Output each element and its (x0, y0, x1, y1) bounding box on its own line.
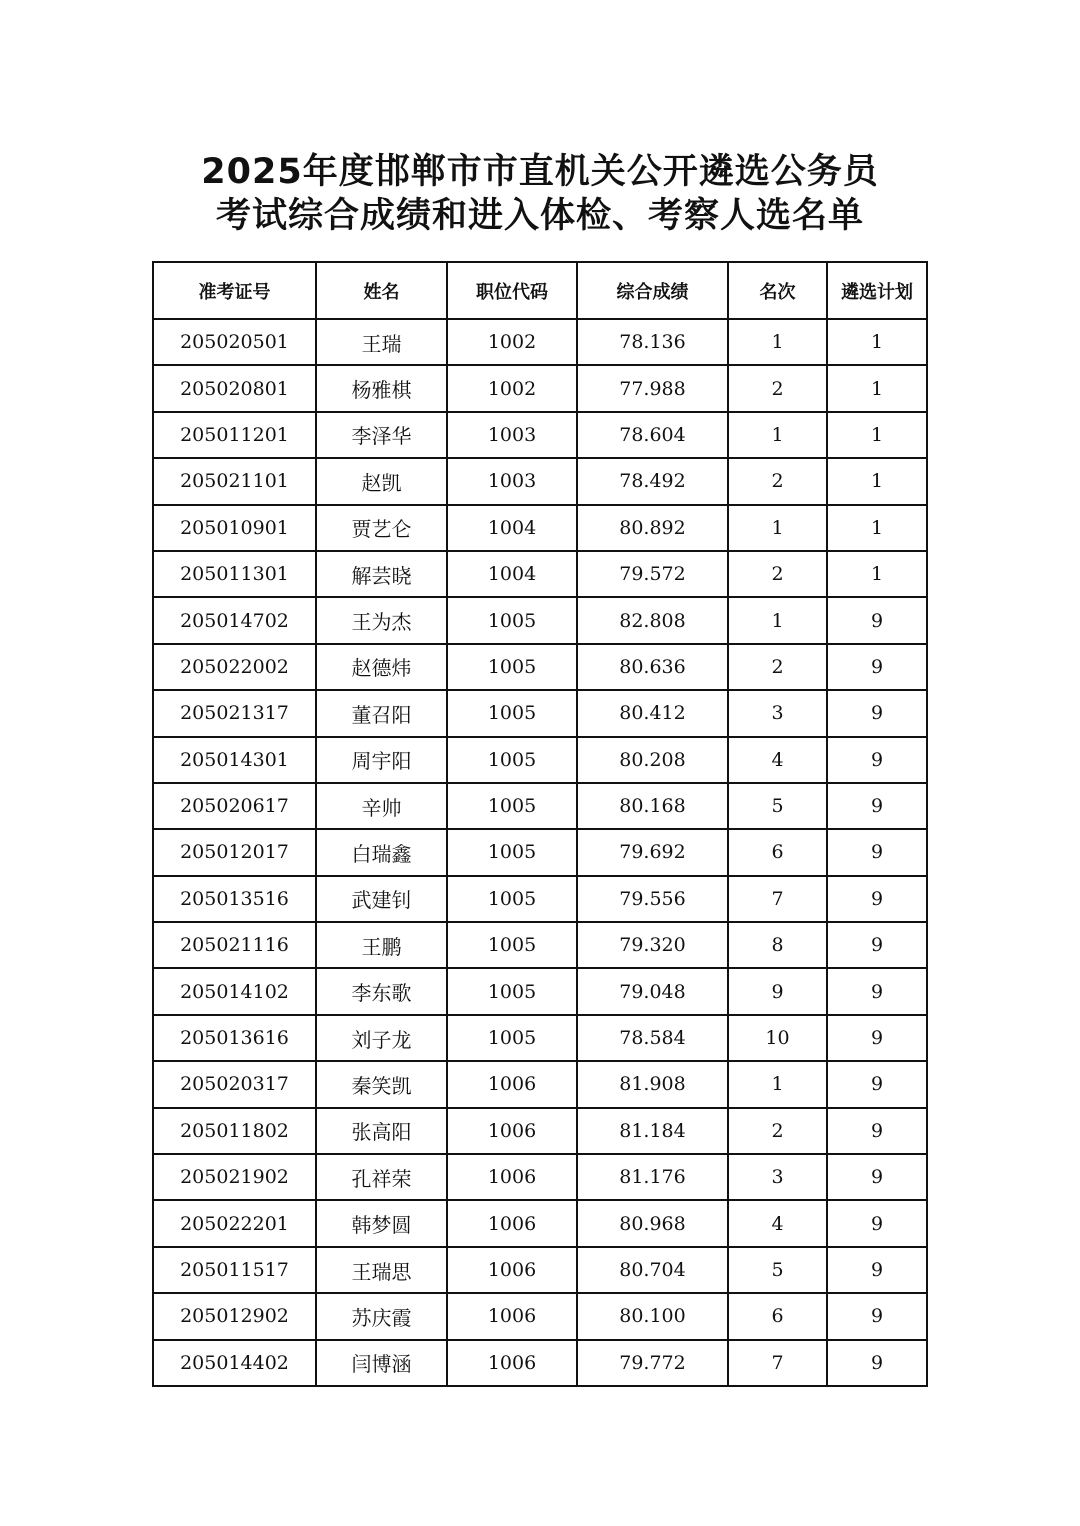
cell-exam-id: 205011802 (153, 1108, 316, 1154)
cell-quota: 1 (827, 412, 927, 458)
table-row (153, 968, 927, 1014)
cell-quota: 9 (827, 1061, 927, 1107)
cell-exam-id: 205014702 (153, 597, 316, 643)
title-line-1: 2025年度邯郸市市直机关公开遴选公务员 (201, 152, 879, 192)
cell-quota: 9 (827, 829, 927, 875)
table-body (153, 319, 927, 1386)
cell-rank: 1 (728, 319, 827, 365)
cell-total-score: 79.772 (577, 1340, 728, 1386)
results-table (152, 261, 928, 1387)
header-name: 姓名 (316, 262, 447, 319)
table-row (153, 505, 927, 551)
cell-position-code: 1002 (447, 319, 577, 365)
cell-position-code: 1005 (447, 737, 577, 783)
cell-position-code: 1005 (447, 922, 577, 968)
cell-total-score: 77.988 (577, 365, 728, 411)
cell-exam-id: 205020801 (153, 365, 316, 411)
cell-exam-id: 205020501 (153, 319, 316, 365)
cell-position-code: 1004 (447, 505, 577, 551)
cell-name: 赵德炜 (316, 644, 447, 690)
cell-quota: 9 (827, 1293, 927, 1339)
cell-quota: 9 (827, 1154, 927, 1200)
cell-exam-id: 205013516 (153, 876, 316, 922)
cell-total-score: 81.176 (577, 1154, 728, 1200)
cell-rank: 3 (728, 690, 827, 736)
cell-rank: 1 (728, 1061, 827, 1107)
header-total-score: 综合成绩 (577, 262, 728, 319)
header-rank: 名次 (728, 262, 827, 319)
cell-exam-id: 205021101 (153, 458, 316, 504)
cell-name: 刘子龙 (316, 1015, 447, 1061)
cell-rank: 3 (728, 1154, 827, 1200)
cell-rank: 5 (728, 1247, 827, 1293)
cell-total-score: 81.184 (577, 1108, 728, 1154)
cell-rank: 8 (728, 922, 827, 968)
cell-total-score: 80.100 (577, 1293, 728, 1339)
table-row (153, 1154, 927, 1200)
cell-total-score: 80.704 (577, 1247, 728, 1293)
table-row (153, 1340, 927, 1386)
table-row (153, 458, 927, 504)
cell-name: 白瑞鑫 (316, 829, 447, 875)
cell-name: 韩梦圆 (316, 1200, 447, 1246)
cell-rank: 1 (728, 505, 827, 551)
cell-rank: 9 (728, 968, 827, 1014)
table-row (153, 1247, 927, 1293)
cell-name: 赵凯 (316, 458, 447, 504)
cell-total-score: 78.584 (577, 1015, 728, 1061)
table-row (153, 319, 927, 365)
cell-exam-id: 205022002 (153, 644, 316, 690)
table-row (153, 365, 927, 411)
cell-name: 王鹏 (316, 922, 447, 968)
cell-exam-id: 205020317 (153, 1061, 316, 1107)
cell-exam-id: 205022201 (153, 1200, 316, 1246)
table-row (153, 1293, 927, 1339)
cell-name: 王瑞思 (316, 1247, 447, 1293)
cell-position-code: 1005 (447, 690, 577, 736)
cell-quota: 9 (827, 1340, 927, 1386)
cell-quota: 9 (827, 597, 927, 643)
cell-position-code: 1006 (447, 1200, 577, 1246)
cell-quota: 9 (827, 1015, 927, 1061)
table-row (153, 829, 927, 875)
cell-total-score: 81.908 (577, 1061, 728, 1107)
cell-total-score: 80.412 (577, 690, 728, 736)
cell-name: 王为杰 (316, 597, 447, 643)
table-header-row (153, 262, 927, 319)
cell-position-code: 1006 (447, 1247, 577, 1293)
cell-total-score: 78.604 (577, 412, 728, 458)
cell-name: 秦笑凯 (316, 1061, 447, 1107)
cell-quota: 1 (827, 319, 927, 365)
cell-exam-id: 205013616 (153, 1015, 316, 1061)
cell-rank: 7 (728, 876, 827, 922)
cell-name: 张高阳 (316, 1108, 447, 1154)
table-row (153, 1200, 927, 1246)
cell-rank: 2 (728, 1108, 827, 1154)
cell-total-score: 79.556 (577, 876, 728, 922)
table-row (153, 1015, 927, 1061)
cell-exam-id: 205011201 (153, 412, 316, 458)
table-row (153, 597, 927, 643)
table-row (153, 876, 927, 922)
cell-position-code: 1006 (447, 1154, 577, 1200)
table-row (153, 922, 927, 968)
table-row (153, 551, 927, 597)
header-quota: 遴选计划 (827, 262, 927, 319)
cell-total-score: 82.808 (577, 597, 728, 643)
cell-position-code: 1006 (447, 1293, 577, 1339)
cell-quota: 1 (827, 505, 927, 551)
cell-quota: 9 (827, 1247, 927, 1293)
cell-quota: 9 (827, 737, 927, 783)
cell-name: 贾艺仑 (316, 505, 447, 551)
cell-rank: 4 (728, 1200, 827, 1246)
cell-quota: 1 (827, 365, 927, 411)
cell-position-code: 1006 (447, 1061, 577, 1107)
cell-name: 王瑞 (316, 319, 447, 365)
cell-position-code: 1005 (447, 829, 577, 875)
cell-rank: 5 (728, 783, 827, 829)
cell-rank: 7 (728, 1340, 827, 1386)
cell-total-score: 79.692 (577, 829, 728, 875)
header-exam-id: 准考证号 (153, 262, 316, 319)
cell-exam-id: 205011301 (153, 551, 316, 597)
cell-total-score: 79.048 (577, 968, 728, 1014)
cell-rank: 2 (728, 551, 827, 597)
cell-name: 解芸晓 (316, 551, 447, 597)
cell-position-code: 1004 (447, 551, 577, 597)
cell-quota: 1 (827, 458, 927, 504)
cell-quota: 9 (827, 922, 927, 968)
cell-total-score: 80.168 (577, 783, 728, 829)
table-row (153, 783, 927, 829)
cell-name: 闫博涵 (316, 1340, 447, 1386)
cell-quota: 9 (827, 876, 927, 922)
cell-total-score: 80.636 (577, 644, 728, 690)
cell-position-code: 1003 (447, 458, 577, 504)
cell-quota: 9 (827, 783, 927, 829)
cell-quota: 9 (827, 690, 927, 736)
cell-quota: 9 (827, 1108, 927, 1154)
cell-position-code: 1005 (447, 644, 577, 690)
cell-position-code: 1005 (447, 876, 577, 922)
cell-quota: 9 (827, 1200, 927, 1246)
cell-exam-id: 205011517 (153, 1247, 316, 1293)
cell-exam-id: 205010901 (153, 505, 316, 551)
cell-rank: 2 (728, 458, 827, 504)
cell-name: 武建钊 (316, 876, 447, 922)
table-row (153, 412, 927, 458)
cell-name: 孔祥荣 (316, 1154, 447, 1200)
cell-rank: 2 (728, 644, 827, 690)
cell-exam-id: 205014301 (153, 737, 316, 783)
cell-exam-id: 205021116 (153, 922, 316, 968)
cell-total-score: 80.208 (577, 737, 728, 783)
cell-exam-id: 205012017 (153, 829, 316, 875)
cell-position-code: 1005 (447, 783, 577, 829)
cell-name: 李泽华 (316, 412, 447, 458)
cell-exam-id: 205021902 (153, 1154, 316, 1200)
cell-exam-id: 205014102 (153, 968, 316, 1014)
cell-rank: 2 (728, 365, 827, 411)
table-row (153, 737, 927, 783)
cell-exam-id: 205014402 (153, 1340, 316, 1386)
table-row (153, 690, 927, 736)
title-line-2: 考试综合成绩和进入体检、考察人选名单 (215, 196, 864, 236)
cell-rank: 6 (728, 829, 827, 875)
cell-total-score: 78.136 (577, 319, 728, 365)
cell-position-code: 1002 (447, 365, 577, 411)
cell-total-score: 79.320 (577, 922, 728, 968)
cell-name: 杨雅棋 (316, 365, 447, 411)
cell-exam-id: 205020617 (153, 783, 316, 829)
cell-exam-id: 205012902 (153, 1293, 316, 1339)
table-row (153, 1108, 927, 1154)
cell-total-score: 78.492 (577, 458, 728, 504)
cell-position-code: 1006 (447, 1108, 577, 1154)
cell-rank: 1 (728, 412, 827, 458)
cell-quota: 9 (827, 644, 927, 690)
cell-quota: 9 (827, 968, 927, 1014)
document-title (0, 150, 1080, 238)
cell-rank: 1 (728, 597, 827, 643)
cell-position-code: 1005 (447, 597, 577, 643)
cell-position-code: 1003 (447, 412, 577, 458)
cell-name: 董召阳 (316, 690, 447, 736)
cell-position-code: 1005 (447, 968, 577, 1014)
cell-exam-id: 205021317 (153, 690, 316, 736)
cell-rank: 6 (728, 1293, 827, 1339)
header-position-code: 职位代码 (447, 262, 577, 319)
cell-name: 李东歌 (316, 968, 447, 1014)
cell-name: 辛帅 (316, 783, 447, 829)
cell-rank: 4 (728, 737, 827, 783)
cell-name: 周宇阳 (316, 737, 447, 783)
cell-name: 苏庆霞 (316, 1293, 447, 1339)
cell-total-score: 80.968 (577, 1200, 728, 1246)
table-row (153, 644, 927, 690)
cell-rank: 10 (728, 1015, 827, 1061)
cell-total-score: 80.892 (577, 505, 728, 551)
table-row (153, 1061, 927, 1107)
cell-position-code: 1005 (447, 1015, 577, 1061)
cell-quota: 1 (827, 551, 927, 597)
cell-position-code: 1006 (447, 1340, 577, 1386)
cell-total-score: 79.572 (577, 551, 728, 597)
